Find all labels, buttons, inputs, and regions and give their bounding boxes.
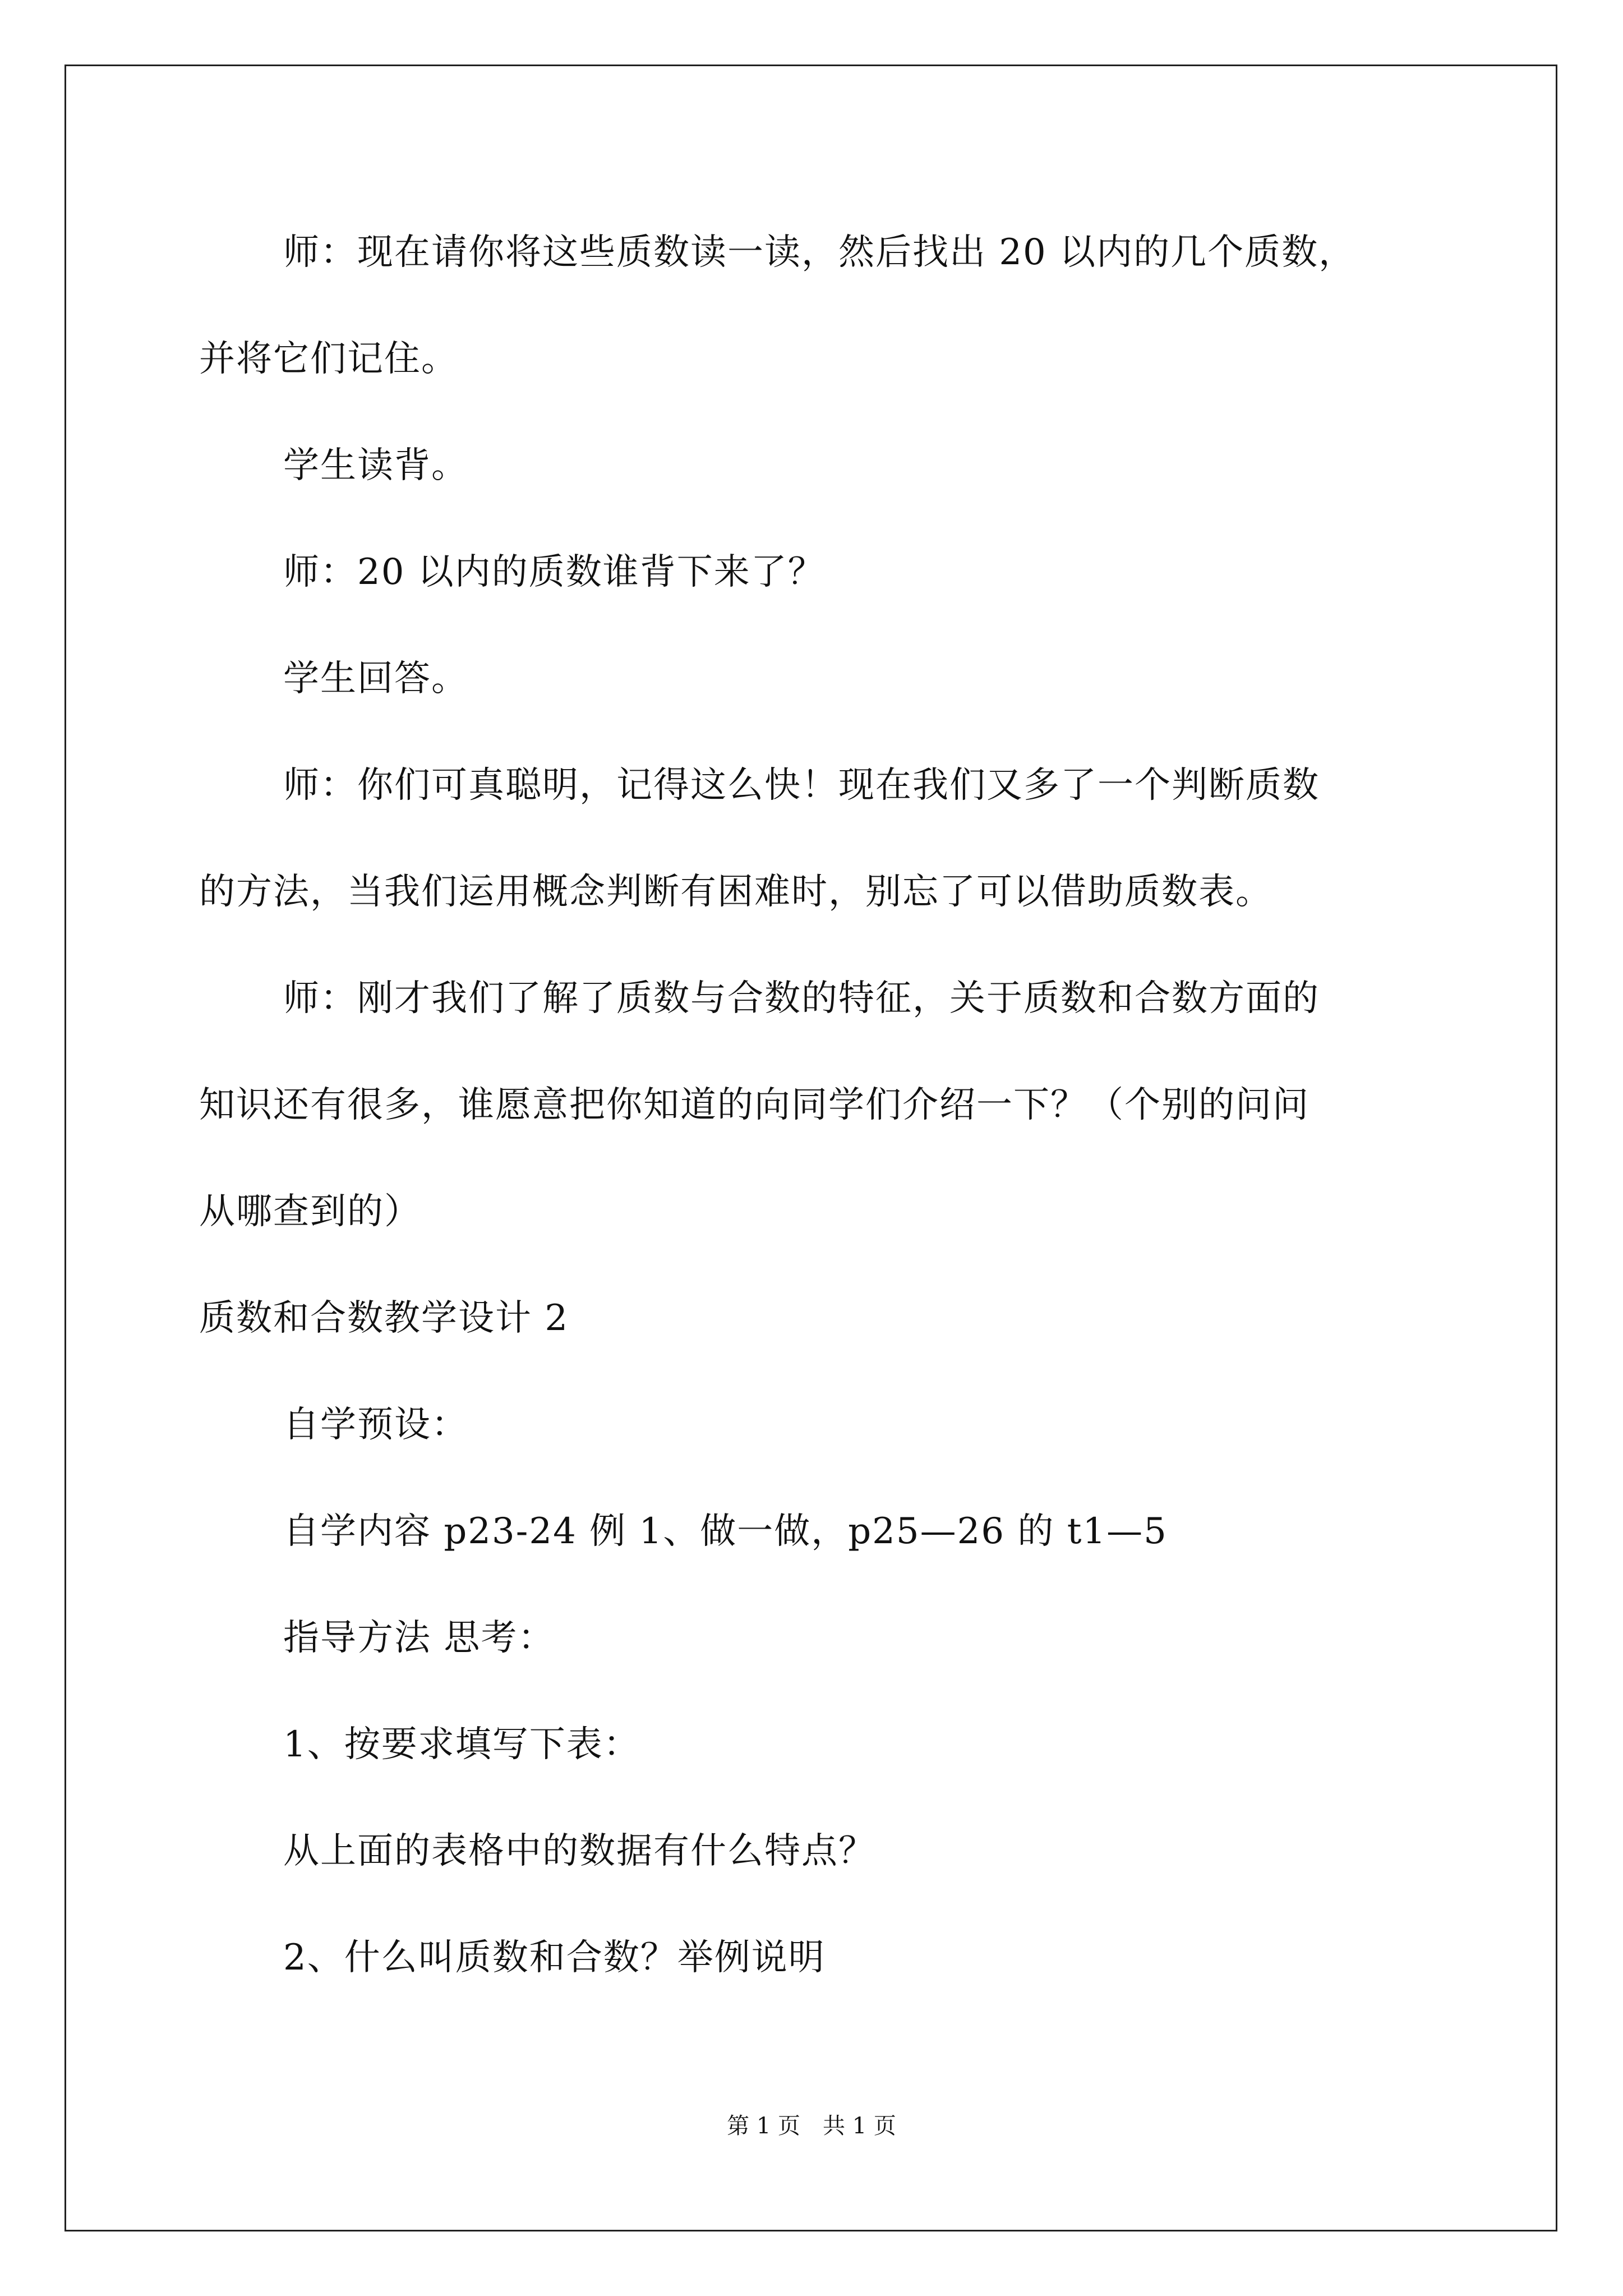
paragraph-line: 的方法，当我们运用概念判断有困难时，别忘了可以借助质数表。 <box>199 871 1272 913</box>
paragraph-line: 师：现在请你将这些质数读一读，然后找出 20 以内的几个质数， <box>283 232 1356 273</box>
paragraph-line: 师：刚才我们了解了质数与合数的特征，关于质数和合数方面的 <box>283 978 1320 1019</box>
paragraph-line: 学生读背。 <box>283 445 468 486</box>
paragraph-line: 自学内容 p23-24 例 1、做一做，p25—26 的 t1—5 <box>283 1511 1168 1552</box>
paragraph-line: 1、按要求填写下表： <box>283 1724 640 1765</box>
paragraph-line: 指导方法 思考： <box>283 1617 555 1659</box>
page-footer: 第 1 页 共 1 页 <box>727 2113 896 2139</box>
paragraph-line: 从哪查到的） <box>199 1191 421 1232</box>
paragraph-line: 2、什么叫质数和合数？举例说明 <box>283 1937 826 1978</box>
section-heading: 质数和合数教学设计 2 <box>199 1297 569 1339</box>
page-border <box>64 65 1557 2231</box>
paragraph-line: 从上面的表格中的数据有什么特点？ <box>283 1830 875 1872</box>
paragraph-line: 学生回答。 <box>283 658 468 700</box>
paragraph-line: 师：20 以内的质数谁背下来了？ <box>283 551 825 593</box>
paragraph-line: 师：你们可真聪明，记得这么快！现在我们又多了一个判断质数 <box>283 765 1320 806</box>
paragraph-line: 自学预设： <box>283 1404 468 1446</box>
paragraph-line: 知识还有很多，谁愿意把你知道的向同学们介绍一下？（个别的问问 <box>199 1084 1310 1126</box>
paragraph-line: 并将它们记住。 <box>199 338 458 380</box>
